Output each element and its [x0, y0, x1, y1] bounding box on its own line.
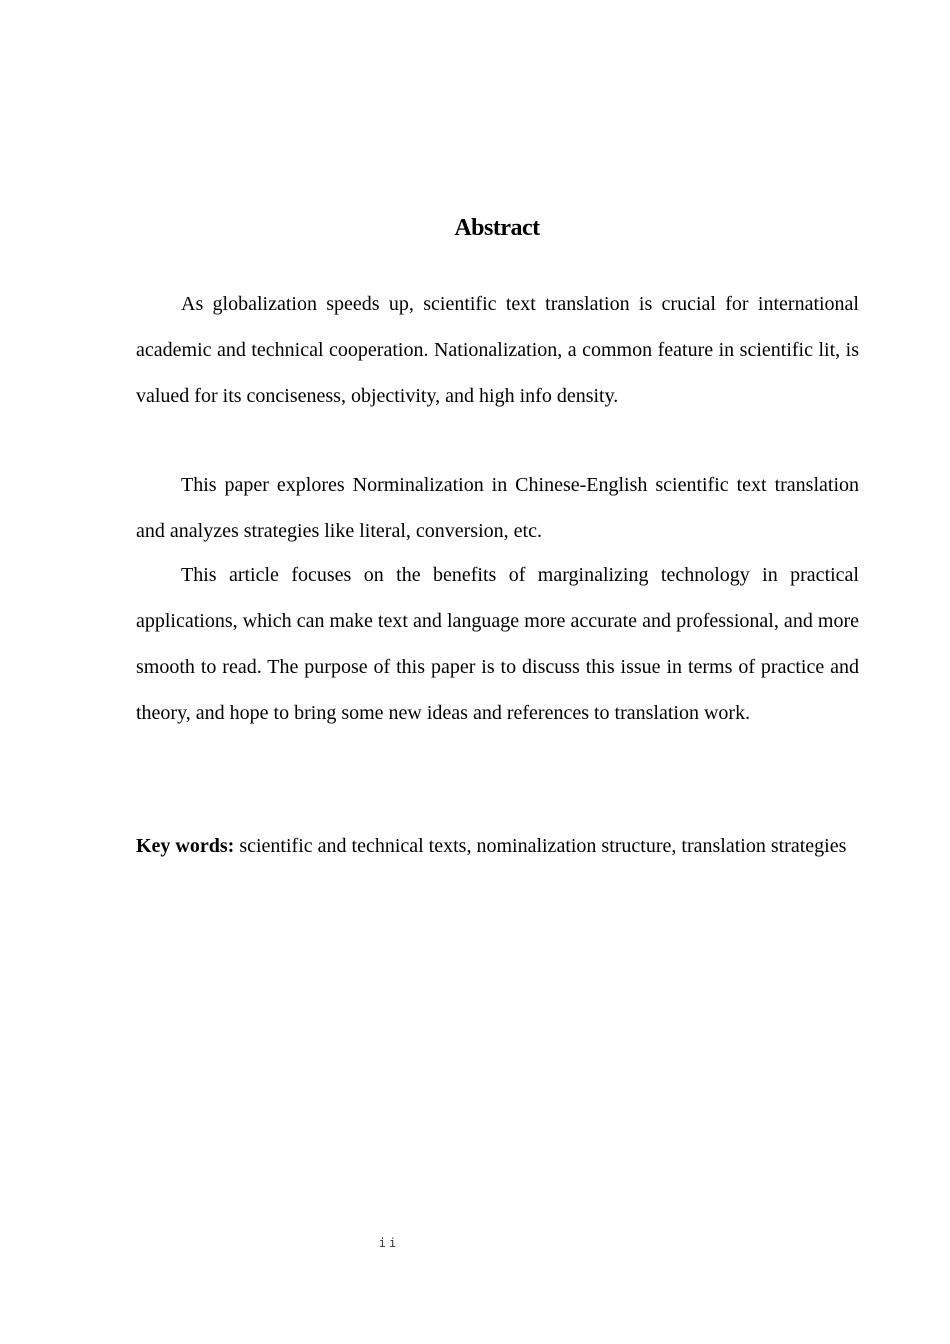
keywords-line: [136, 823, 859, 869]
keywords-label: Key words:: [136, 835, 235, 857]
keywords-text: scientific and technical texts, nominalization structure, translation strategies: [239, 835, 847, 857]
abstract-paragraph-2: This paper explores Norminalization in Chinese-English scientific text translation and analyzes strategies like literal, conversion, etc.: [136, 474, 859, 542]
page-number: ii: [378, 1236, 400, 1250]
abstract-title: Abstract: [454, 215, 540, 241]
abstract-paragraph-1: As globalization speeds up, scientific text translation is crucial for international academic and technical cooperation. Nationalization, a common feature in scientific lit, is valued for its conciseness, objectivity, and high info density.: [136, 293, 859, 407]
abstract-paragraph-3: This article focuses on the benefits of marginalizing technology in practical applications, which can make text and language more accurate and professional, and more smooth to read. The purpose of this paper is to discuss this issue in terms of practice and theory, and hope to bring some new ideas and references to translation work.: [136, 564, 859, 724]
